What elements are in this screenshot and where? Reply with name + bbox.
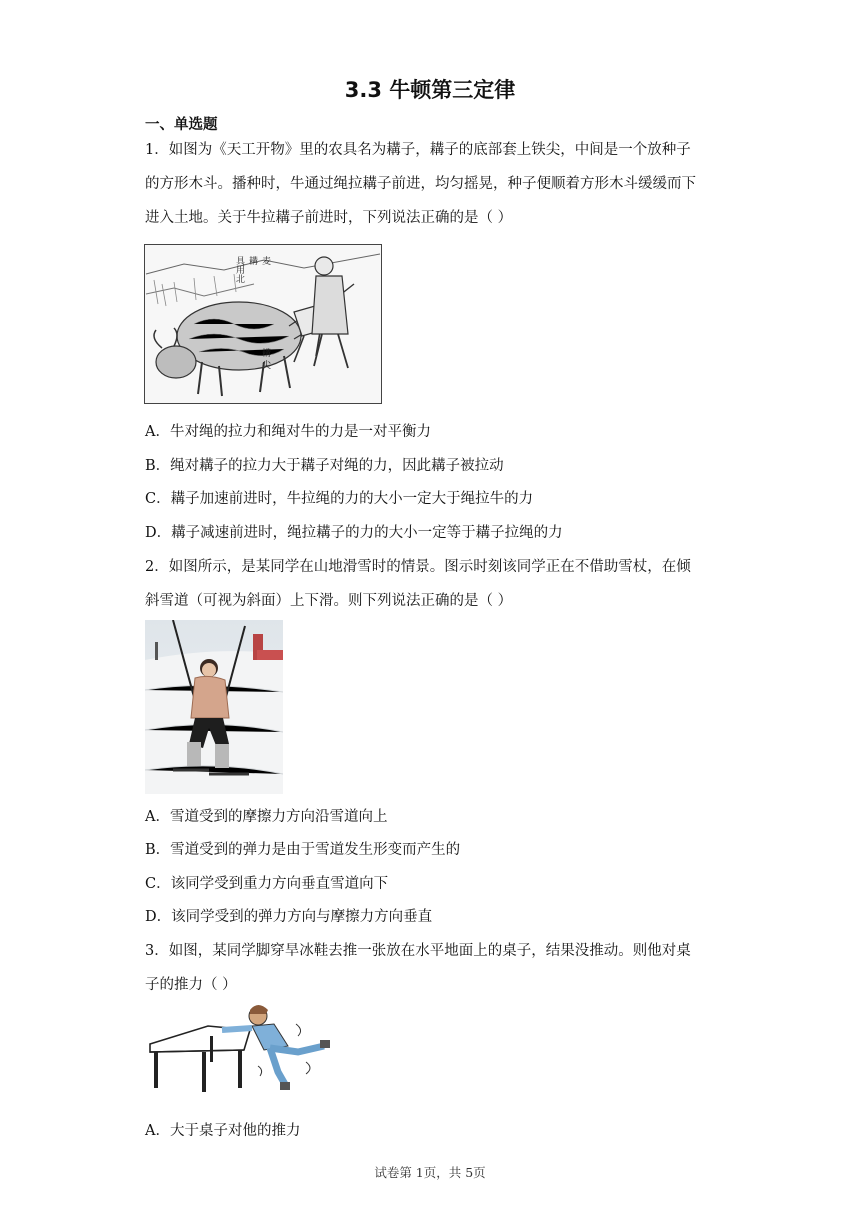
- q1-line-1: 1．如图为《天工开物》里的农具名为耩子，耩子的底部套上铁尖，中间是一个放种子: [145, 142, 691, 158]
- q1-option-b: B．绳对耩子的拉力大于耩子对绳的力，因此耩子被拉动: [145, 458, 504, 474]
- q1-line-3: 进入土地。关于牛拉耩子前进时，下列说法正确的是（ ）: [145, 210, 513, 226]
- vertical-caption-1: 具用北: [234, 256, 244, 283]
- vertical-caption-2: 耩: [247, 256, 257, 265]
- q2-option-c: C．该同学受到重力方向垂直雪道向下: [145, 876, 389, 892]
- q1-option-a: A．牛对绳的拉力和绳对牛的力是一对平衡力: [145, 424, 431, 440]
- q2-option-b: B．雪道受到的弹力是由于雪道发生形变而产生的: [145, 842, 461, 858]
- q2-line-2: 斜雪道（可视为斜面）上下滑。则下列说法正确的是（ ）: [145, 593, 513, 609]
- page-footer: 试卷第 1页，共 5页: [374, 1165, 486, 1180]
- page-title: 3.3 牛顿第三定律: [344, 78, 516, 102]
- q2-line-1: 2．如图所示，是某同学在山地滑雪时的情景。图示时刻该同学正在不借助雪杖，在倾: [145, 559, 691, 575]
- q1-line-2: 的方形木斗。播种时，牛通过绳拉耩子前进，均匀摇晃，种子便顺着方形木斗缓缓而下: [145, 176, 696, 192]
- ox-plough-illustration: [144, 244, 382, 404]
- q3-option-a: A．大于桌子对他的推力: [145, 1123, 301, 1139]
- q2-option-d: D．该同学受到的弹力方向与摩擦力方向垂直: [145, 909, 433, 925]
- q3-line-1: 3．如图，某同学脚穿旱冰鞋去推一张放在水平地面上的桌子，结果没推动。则他对桌: [145, 943, 691, 959]
- section-heading: 一、单选题: [145, 117, 218, 133]
- q1-option-d: D．耩子减速前进时，绳拉耩子的力的大小一定等于耩子拉绳的力: [145, 525, 563, 541]
- q2-option-a: A．雪道受到的摩擦力方向沿雪道向上: [145, 809, 388, 825]
- skater-pushing-table-illustration: [146, 1002, 332, 1096]
- vertical-caption-3: 麦: [260, 256, 270, 265]
- skier-photo: [145, 620, 283, 794]
- q3-line-2: 子的推力（ ）: [145, 977, 237, 993]
- figure-label-2: 尖: [262, 361, 272, 371]
- figure-label-1: 耩: [262, 349, 272, 359]
- q1-option-c: C．耩子加速前进时，牛拉绳的力的大小一定大于绳拉牛的力: [145, 491, 534, 507]
